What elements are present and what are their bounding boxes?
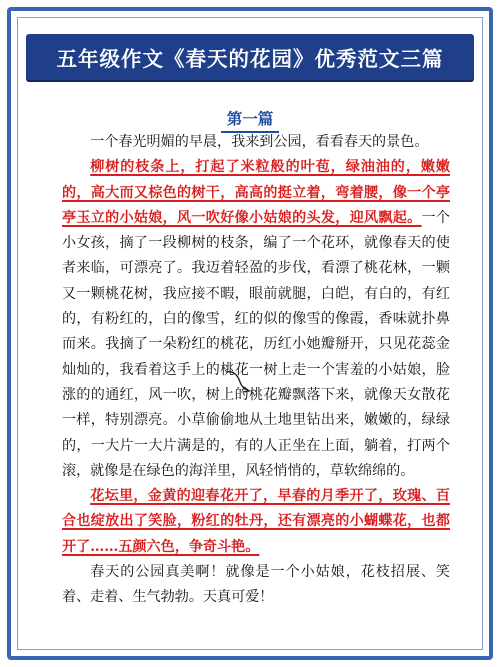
paragraph-3 bbox=[62, 484, 450, 560]
cursor-arrow-icon bbox=[220, 366, 260, 396]
title-banner bbox=[26, 34, 474, 80]
paragraph-2 bbox=[62, 155, 450, 484]
paragraph-4: 春天的公园真美啊！就像是一个小姑娘，花枝招展、笑着、走着、生气勃勃。天真可爱！ bbox=[62, 564, 450, 606]
page-title: 五年级作文《春天的花园》优秀范文三篇 bbox=[56, 47, 444, 71]
section-heading-text: 第一篇 bbox=[226, 109, 274, 128]
paragraph-2-highlight: 柳树的枝条上，打起了米粒般的叶苞，绿油油的，嫩嫩的，高大而又棕色的树干，高高的挺立着，弯着腰，像一个亭亭玉立的小姑娘，风一吹好像小姑娘的头发，迎风飘起。 bbox=[62, 159, 450, 226]
paragraph-3-highlight: 花坛里，金黄的迎春花开了，早春的月季开了，玫瑰、百合也绽放出了笑脸，粉红的牡丹，还有漂亮的小蝴蝶花，也都开了……五颜六色，争奇斗艳。 bbox=[62, 488, 450, 555]
paragraph-1: 一个春光明媚的早晨，我来到公园，看看春天的景色。 bbox=[90, 134, 429, 150]
paragraph-2-rest: 一个小女孩，摘了一段柳树的枝条，编了一个花环，就像春天的使者来临，可漂亮了。我迈着轻盈的步伐，看漂了桃花林，一颗又一颗桃花树，我应接不暇，眼前就腿，白皑，有白的，有红的，有粉红的，白的像雪，红的似的像雪的像霞，香味就扑鼻而来。我摘了一朵粉红的桃花，历红小她瓣掰开，只见花蕊金灿灿的，我看着这手上的桃花一树上走一个害羞的小姑娘，脸涨的的通红，风一吹，树上的桃花瓣飘落下来，就像天女散花一样，特别漂亮。小草偷偷地从土地里钻出来，嫩嫩的，绿绿的，一大片一大片满是的，有的人正坐在上面，躺着，打两个滚，就像是在绿色的海洋里，风轻悄悄的，草软绵绵的。 bbox=[62, 209, 451, 479]
